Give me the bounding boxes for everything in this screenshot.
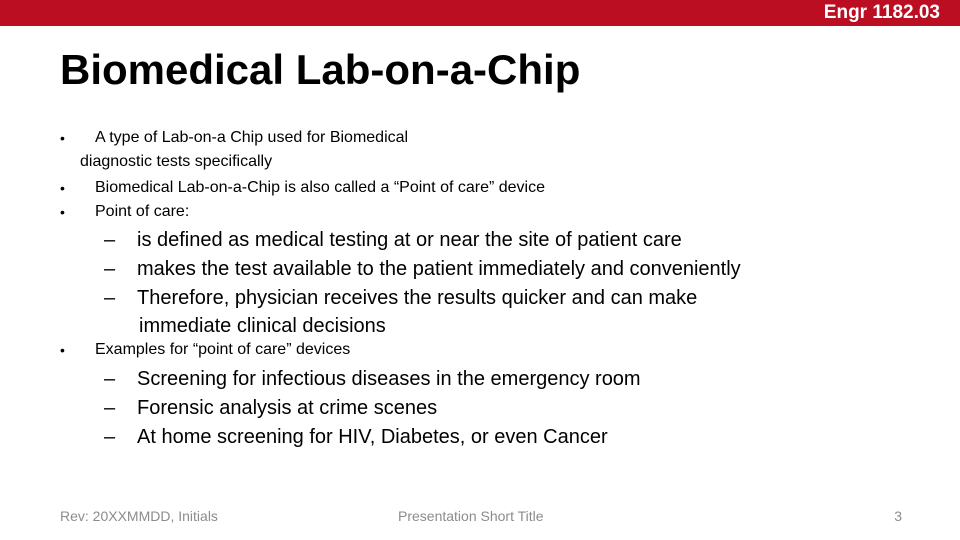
header-bar: [0, 0, 960, 26]
sub-item-screening: Screening for infectious diseases in the emergency room: [137, 368, 641, 390]
bullet-item-point-of-care: Point of care:: [95, 203, 190, 220]
footer-page-number: 3: [894, 508, 902, 524]
course-label: Engr 1182.03: [823, 2, 940, 23]
sub-item-forensic: Forensic analysis at crime scenes: [137, 397, 438, 419]
bullet-marker: •: [60, 130, 65, 146]
bullet-item-type-continued: diagnostic tests specifically: [80, 153, 273, 170]
sub-item-therefore-continued: immediate clinical decisions: [139, 315, 386, 337]
sub-item-defined: is defined as medical testing at or near the site of patient care: [137, 229, 682, 251]
sub-item-therefore: Therefore, physician receives the results quicker and can make: [137, 287, 698, 309]
sub-item-home-screening: At home screening for HIV, Diabetes, or even Cancer: [137, 426, 608, 448]
bullet-item-type: A type of Lab-on-a Chip used for Biomedical: [95, 129, 409, 146]
bullet-marker: •: [60, 180, 65, 196]
sub-item-available: makes the test available to the patient immediately and conveniently: [137, 258, 741, 280]
dash-marker: –: [104, 368, 116, 390]
footer-revision: Rev: 20XXMMDD, Initials: [60, 508, 218, 524]
dash-marker: –: [104, 397, 116, 419]
bullet-marker: •: [60, 204, 65, 220]
dash-marker: –: [104, 426, 116, 448]
bullet-item-also-called: Biomedical Lab-on-a-Chip is also called a “Point of care” device: [95, 179, 545, 196]
bullet-item-examples: Examples for “point of care” devices: [95, 341, 351, 358]
dash-marker: –: [104, 287, 116, 309]
bullet-marker: •: [60, 342, 65, 358]
footer-short-title: Presentation Short Title: [398, 508, 544, 524]
dash-marker: –: [104, 258, 116, 280]
dash-marker: –: [104, 229, 116, 251]
slide-title: Biomedical Lab-on-a-Chip: [60, 46, 581, 93]
